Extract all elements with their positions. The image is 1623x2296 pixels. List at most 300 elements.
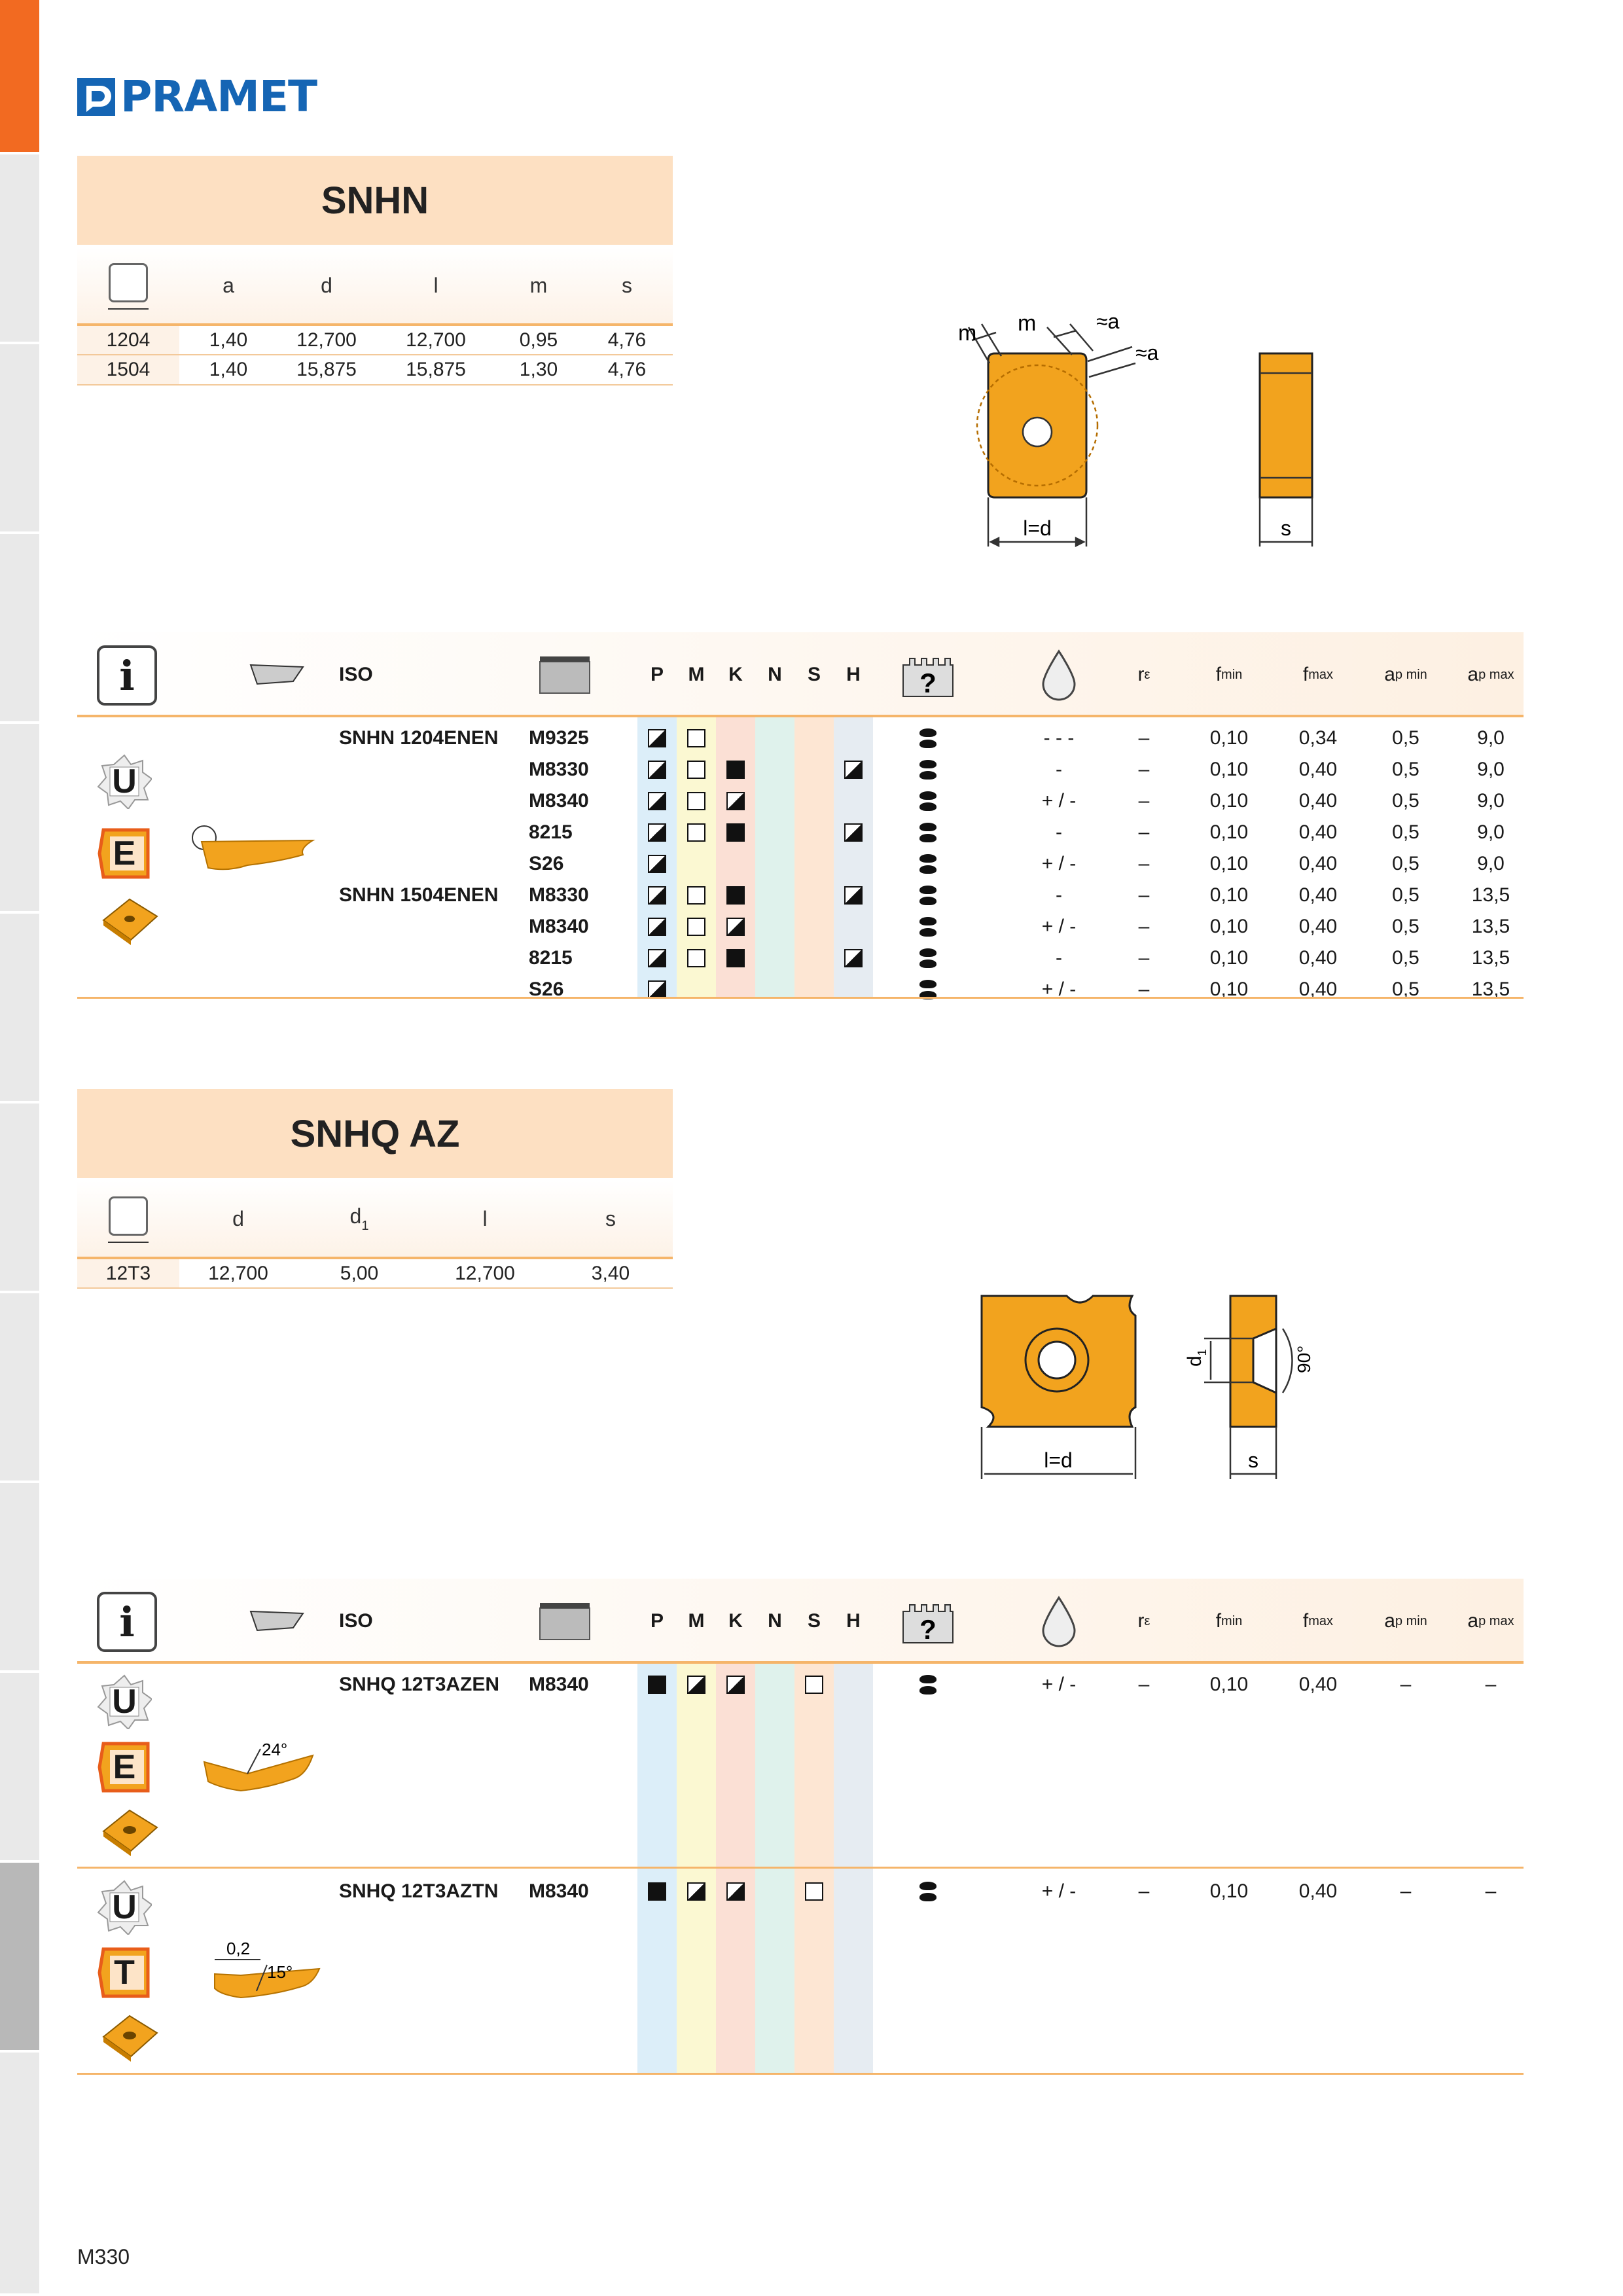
group-cell [637,942,677,974]
cell-l: 12,700 [376,325,496,355]
suitability-empty-marker [687,823,705,842]
corner-radius-value: – [1138,916,1150,937]
r-sub: ε [1144,1613,1150,1628]
group-cell [716,754,755,785]
chip-control-icon [889,1669,967,1700]
feed-max-value: 0,40 [1298,853,1338,874]
suitability-half-marker [844,886,863,905]
coolant-value: + / - [1041,853,1077,874]
snhn-grade-table [77,632,1524,999]
snhn-dimension-table [77,247,673,386]
apmin-label: a [1384,664,1395,685]
fmin-sub: min [1221,1613,1243,1628]
depth-max-value: 13,5 [1471,978,1510,1000]
col-header-apmax [1452,1579,1530,1664]
grade-name: S26 [529,978,564,1000]
table-bottom-rule [77,997,1524,999]
table-row [77,1669,1524,1700]
chip-icon [918,854,938,874]
col-header-apmin [1366,1579,1445,1664]
section-tab[interactable] [0,1673,39,1863]
block-separator [77,1867,1524,1869]
group-cell [794,848,834,880]
group-cell [637,911,677,942]
group-cell [794,974,834,1005]
dim-label-d1 [1184,1349,1209,1367]
feed-max-value: 0,40 [1298,884,1338,906]
col-header-fmin [1190,1579,1268,1664]
suitability-full-marker [726,823,745,842]
info-icon[interactable]: i [97,1592,157,1652]
machining-badge-e [97,1740,152,1795]
depth-max-value: 13,5 [1471,947,1510,969]
coolant-value: + / - [1041,1880,1077,1902]
feed-min-value: 0,10 [1209,978,1249,1000]
group-cell [755,880,794,911]
d1-sub: 1 [1196,1349,1209,1356]
group-cell [834,1876,873,1907]
depth-max-value: 9,0 [1477,821,1505,843]
feed-min-value: 0,10 [1209,821,1249,843]
chipbreaker-icon [228,632,326,717]
suitability-half-marker [648,792,666,810]
group-cell [755,1876,794,1907]
group-cell [677,880,716,911]
cell-s: 3,40 [548,1258,673,1288]
group-cell [637,974,677,1005]
suitability-empty-marker [687,886,705,905]
feed-min-value: 0,10 [1209,1880,1249,1902]
col-header-d1 [297,1181,421,1258]
suitability-empty-marker [687,918,705,936]
chip-control-icon [889,785,967,817]
badge-letter: U [112,1888,137,1926]
group-cell [716,848,755,880]
suitability-empty-marker [687,949,705,967]
suitability-half-marker [648,918,666,936]
section-tab[interactable] [0,344,39,534]
coolant-value: + / - [1041,978,1077,1000]
group-cell [755,974,794,1005]
col-header-l: l [421,1181,548,1258]
suitability-half-marker [844,949,863,967]
apmax-label: a [1467,664,1479,685]
snhn-insert-drawing [936,301,1329,563]
active-section-tab[interactable] [0,0,39,154]
group-cell [794,1669,834,1700]
chip-control-icon [889,723,967,754]
chip-control-icon [889,880,967,911]
group-cell [755,817,794,848]
cutting-condition-help-icon[interactable] [889,632,967,717]
cell-s: 4,76 [581,325,673,355]
col-header-h: H [846,1610,861,1632]
cutting-condition-help-icon[interactable] [889,1579,967,1664]
page-number: M330 [77,2245,130,2269]
coolant-value: - [1056,884,1062,906]
depth-min-value: – [1400,1880,1412,1902]
depth-max-value: 9,0 [1477,759,1505,780]
grade-name: S26 [529,853,564,874]
insert-3d-icon [97,1805,162,1857]
table-row [77,911,1524,942]
table-row [77,1876,1524,1907]
section-tab[interactable] [0,154,39,344]
group-cell [794,754,834,785]
feed-max-value: 0,40 [1298,978,1338,1000]
snhn-title: SNHN [77,156,673,245]
feed-max-value: 0,40 [1298,916,1338,937]
suitability-half-marker [648,855,666,873]
corner-radius-value: – [1138,978,1150,1000]
suitability-half-marker [844,761,863,779]
section-tab[interactable] [0,1103,39,1293]
feed-min-value: 0,10 [1209,853,1249,874]
feed-max-value: 0,40 [1298,790,1338,812]
rake-angle-label: 24° [262,1740,288,1759]
feed-max-value: 0,40 [1298,947,1338,969]
table-row [77,355,673,385]
group-cell [637,848,677,880]
group-cell [677,911,716,942]
chip-icon [918,823,938,842]
col-header-h: H [846,664,861,685]
group-cell [794,817,834,848]
group-cell [637,880,677,911]
group-cell [637,817,677,848]
col-header-s: S [807,1610,821,1632]
dim-label-angle: 90° [1294,1345,1314,1373]
group-cell [637,1876,677,1907]
r-sub: ε [1144,667,1150,682]
group-cell [834,817,873,848]
suitability-full-marker [726,761,745,779]
snhq-title: SNHQ AZ [77,1089,673,1178]
cell-l: 12,700 [421,1258,548,1288]
suitability-half-marker [687,1676,705,1694]
brand-name: PRAMET [120,71,317,122]
chip-icon [918,760,938,780]
dim-label-a: ≈a [1096,310,1120,333]
section-tab[interactable] [0,2053,39,2296]
group-cell [794,911,834,942]
group-cell [677,754,716,785]
group-cell [834,974,873,1005]
col-header-l: l [376,247,496,325]
grade-name: M8340 [529,790,589,812]
fmax-sub: max [1308,1613,1334,1628]
depth-max-value: – [1485,1880,1497,1902]
group-cell [794,723,834,754]
cell-a: 1,40 [179,325,277,355]
iso-designation: SNHN 1504ENEN [339,884,499,906]
col-header-d: d [277,247,376,325]
coolant-value: - [1056,821,1062,843]
dim-label-a: ≈a [1135,341,1159,365]
feed-min-value: 0,10 [1209,790,1249,812]
chipbreaker-icon [228,1579,326,1664]
coolant-value: - [1056,947,1062,969]
apmin-sub: p min [1395,667,1427,682]
col-header-k: K [728,1610,743,1632]
corner-radius-value: – [1138,727,1150,749]
col-header-p: P [650,664,664,685]
group-cell [834,848,873,880]
corner-radius-value: – [1138,821,1150,843]
suitability-empty-marker [805,1676,823,1694]
suitability-full-marker [726,886,745,905]
iso-designation [339,817,522,848]
cell-d: 15,875 [277,355,376,385]
table-row [77,1258,673,1288]
suitability-empty-marker [805,1882,823,1901]
col-header-k: K [728,664,743,685]
col-header-apmin [1366,632,1445,717]
corner-radius-value: – [1138,1880,1150,1902]
col-header-apmax [1452,632,1530,717]
depth-min-value: 0,5 [1392,790,1419,812]
fmin-label: f [1215,1610,1222,1632]
grade-name: M8330 [529,759,589,780]
suitability-half-marker [844,823,863,842]
group-cell [755,723,794,754]
depth-min-value: – [1400,1674,1412,1695]
chip-icon [918,728,938,748]
suitability-half-marker [648,761,666,779]
group-cell [755,911,794,942]
pramet-logo [77,73,317,120]
coolant-drop-icon [1020,1579,1098,1664]
iso-designation: SNHN 1204ENEN [339,727,499,749]
edge-geometry-icon [202,1736,319,1801]
group-cell [677,1669,716,1700]
col-header-n: N [768,664,782,685]
info-icon[interactable]: i [97,645,157,706]
fmax-label: f [1302,1610,1309,1632]
depth-max-value: 13,5 [1471,884,1510,906]
depth-min-value: 0,5 [1392,727,1419,749]
apmin-sub: p min [1395,1613,1427,1628]
feed-min-value: 0,10 [1209,1674,1249,1695]
d1-label: d [1184,1355,1205,1367]
suitability-half-marker [726,918,745,936]
grade-name: M8340 [529,1674,589,1695]
chip-control-icon [889,754,967,785]
grade-name: 8215 [529,947,573,969]
group-cell [755,848,794,880]
grade-name: 8215 [529,821,573,843]
depth-min-value: 0,5 [1392,916,1419,937]
rake-angle-label: 15° [267,1962,293,1982]
dim-label-s: s [1281,516,1291,540]
corner-radius-value: – [1138,790,1150,812]
iso-designation [339,785,522,817]
feed-max-value: 0,40 [1298,759,1338,780]
suitability-half-marker [726,1882,745,1901]
cell-d: 12,700 [179,1258,297,1288]
group-cell [794,785,834,817]
group-cell [677,848,716,880]
depth-min-value: 0,5 [1392,853,1419,874]
fmin-label: f [1215,664,1222,685]
group-cell [677,942,716,974]
group-cell [834,723,873,754]
section-tab[interactable] [0,1483,39,1673]
group-cell [677,974,716,1005]
badge-letter: T [114,1954,135,1992]
group-cell [834,785,873,817]
apmax-label: a [1467,1610,1479,1632]
feed-min-value: 0,10 [1209,884,1249,906]
col-header-m: M [688,1610,705,1632]
insert-3d-icon [97,2011,162,2063]
group-cell [716,1876,755,1907]
group-cell [716,942,755,974]
chip-icon [918,886,938,905]
group-cell [716,785,755,817]
cell-m: 0,95 [496,325,581,355]
group-cell [755,785,794,817]
coolant-value: + / - [1041,916,1077,937]
col-header-a: a [179,247,277,325]
size-code: 1504 [77,355,179,385]
d1-label: d [349,1204,362,1228]
group-cell [716,911,755,942]
section-tab-highlight[interactable] [0,1863,39,2053]
insert-shape-icon [77,247,179,325]
table-row [77,723,1524,754]
r-label: r [1137,664,1145,685]
depth-min-value: 0,5 [1392,821,1419,843]
suitability-half-marker [726,1676,745,1694]
table-row [77,848,1524,880]
suitability-empty-marker [687,792,705,810]
group-cell [677,785,716,817]
cell-m: 1,30 [496,355,581,385]
chip-icon [918,1675,938,1695]
dim-label-m: m [958,321,977,346]
group-cell [834,754,873,785]
col-header-fmin [1190,632,1268,717]
col-header-n: N [768,1610,782,1632]
section-tab[interactable] [0,1293,39,1483]
feed-max-value: 0,40 [1298,821,1338,843]
workpiece-material-icon [529,632,601,717]
grade-name: M9325 [529,727,589,749]
group-cell [794,880,834,911]
iso-designation [339,848,522,880]
badge-letter: E [113,1748,136,1786]
fmax-label: f [1302,664,1309,685]
group-cell [637,785,677,817]
depth-max-value: 9,0 [1477,727,1505,749]
chip-control-icon [889,848,967,880]
group-cell [755,942,794,974]
suitability-half-marker [726,792,745,810]
group-cell [637,1669,677,1700]
grade-name: M8330 [529,884,589,906]
suitability-empty-marker [687,761,705,779]
pramet-logo-mark-icon [77,78,115,116]
group-cell [716,974,755,1005]
iso-designation [339,911,522,942]
coolant-value: - [1056,759,1062,780]
help-glyph: ? [919,1614,936,1644]
group-cell [834,880,873,911]
table-row [77,785,1524,817]
insert-shape-icon [77,1181,179,1258]
apmax-sub: p max [1478,1613,1514,1628]
dim-label-ld: l=d [1044,1448,1073,1472]
cell-s: 4,76 [581,355,673,385]
snhq-dimension-table [77,1181,673,1289]
group-cell [716,1669,755,1700]
col-header-s: s [548,1181,673,1258]
section-tab-strip [0,0,39,2296]
snhq-insert-drawing [975,1289,1342,1499]
group-cell [716,880,755,911]
corner-radius-value: – [1138,1674,1150,1695]
cell-d: 12,700 [277,325,376,355]
apmin-label: a [1384,1610,1395,1632]
cell-d1: 5,00 [297,1258,421,1288]
feed-min-value: 0,10 [1209,727,1249,749]
depth-max-value: 9,0 [1477,853,1505,874]
col-header-iso: ISO [339,664,373,685]
corner-radius-value: – [1138,884,1150,906]
depth-min-value: 0,5 [1392,759,1419,780]
suitability-full-marker [726,949,745,967]
col-header-s: s [581,247,673,325]
group-cell [677,723,716,754]
iso-designation [339,754,522,785]
table-row [77,942,1524,974]
land-width-label: 0,2 [226,1939,251,1958]
snhq-grade-table [77,1579,1524,2075]
workpiece-material-icon [529,1579,601,1664]
depth-max-value: 13,5 [1471,916,1510,937]
suitability-full-marker [648,1882,666,1901]
suitability-half-marker [648,980,666,999]
corner-radius-value: – [1138,853,1150,874]
group-cell [794,1876,834,1907]
chip-control-icon [889,817,967,848]
group-cell [834,1669,873,1700]
suitability-half-marker [648,823,666,842]
coolant-value: - - - [1043,727,1075,749]
group-cell [716,817,755,848]
grade-name: M8340 [529,916,589,937]
grade-name: M8340 [529,1880,589,1902]
feed-max-value: 0,40 [1298,1880,1338,1902]
group-cell [677,1876,716,1907]
dim-label-s: s [1248,1448,1258,1472]
group-cell [637,723,677,754]
col-header-m: m [496,247,581,325]
cell-l: 15,875 [376,355,496,385]
group-cell [637,754,677,785]
r-label: r [1137,1610,1145,1632]
section-tab[interactable] [0,534,39,724]
iso-designation [339,974,522,1005]
feed-max-value: 0,40 [1298,1674,1338,1695]
suitability-empty-marker [687,729,705,747]
section-tab[interactable] [0,724,39,914]
chip-icon [918,948,938,968]
section-tab[interactable] [0,914,39,1103]
table-row [77,325,673,355]
chip-icon [918,1882,938,1901]
